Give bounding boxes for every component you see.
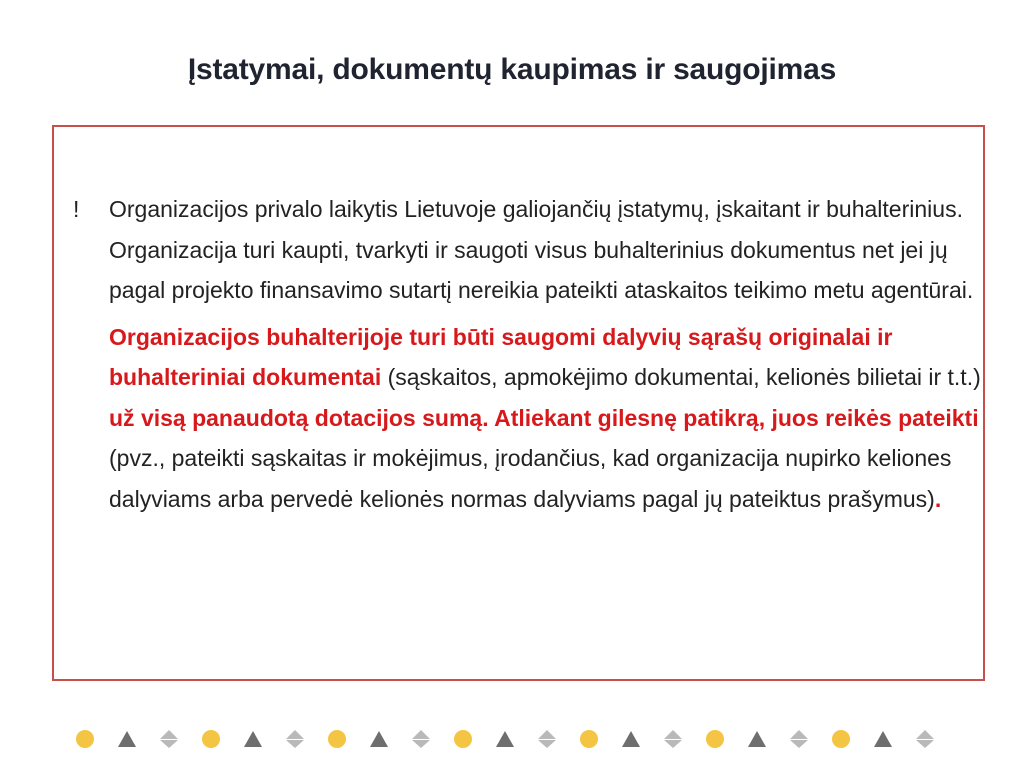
gray-diamond-icon: [537, 729, 557, 749]
gray-triangle-icon: [369, 729, 389, 749]
gray-triangle-icon: [873, 729, 893, 749]
exclamation-bullet: !: [73, 196, 80, 222]
yellow-dot-icon: [327, 729, 347, 749]
yellow-dot-icon: [831, 729, 851, 749]
gray-diamond-icon: [159, 729, 179, 749]
yellow-dot-icon: [453, 729, 473, 749]
storage-emphasis-2: už visą panaudotą dotacijos sumą. Atliekant gilesnę patikrą, juos reikės pateikti: [109, 404, 979, 431]
storage-examples: (sąskaitos, apmokėjimo dokumentai, kelionės bilietai ir t.t.): [381, 364, 981, 390]
storage-proof-examples: (pvz., pateikti sąskaitas ir mokėjimus, įrodančius, kad organizacija nupirko keliones dalyviams arba pervedė kelionės normas dalyviams pagal jų pateiktus prašymus): [109, 445, 952, 512]
yellow-dot-icon: [579, 729, 599, 749]
gray-diamond-icon: [411, 729, 431, 749]
gray-triangle-icon: [495, 729, 515, 749]
gray-diamond-icon: [663, 729, 683, 749]
paragraph-storage: [73, 317, 983, 520]
gray-triangle-icon: [621, 729, 641, 749]
yellow-dot-icon: [75, 729, 95, 749]
gray-triangle-icon: [117, 729, 137, 749]
gray-triangle-icon: [243, 729, 263, 749]
slide-body: [73, 189, 983, 519]
paragraph-intro-text: Organizacijos privalo laikytis Lietuvoje galiojančių įstatymų, įskaitant ir buhalterinius. Organizacija turi kaupti, tvarkyti ir saugoti visus buhalterinius dokumentus net jei jų pagal projekto finansavimo sutartį nereikia pateikti ataskaitos teikimo metu agentūrai.: [109, 196, 974, 303]
slide-title: Įstatymai, dokumentų kaupimas ir saugojimas: [187, 53, 837, 86]
paragraph-intro: [73, 189, 983, 311]
decorative-shape-row: [75, 725, 955, 749]
yellow-dot-icon: [705, 729, 725, 749]
gray-diamond-icon: [285, 729, 305, 749]
gray-diamond-icon: [789, 729, 809, 749]
yellow-dot-icon: [201, 729, 221, 749]
gray-triangle-icon: [747, 729, 767, 749]
storage-emphasis-1: Organizacijos buhalterijoje turi būti saugomi dalyvių sąrašų originalai ir buhalteriniai dokumentai: [109, 323, 893, 390]
gray-diamond-icon: [915, 729, 935, 749]
storage-final-period: .: [934, 485, 942, 512]
